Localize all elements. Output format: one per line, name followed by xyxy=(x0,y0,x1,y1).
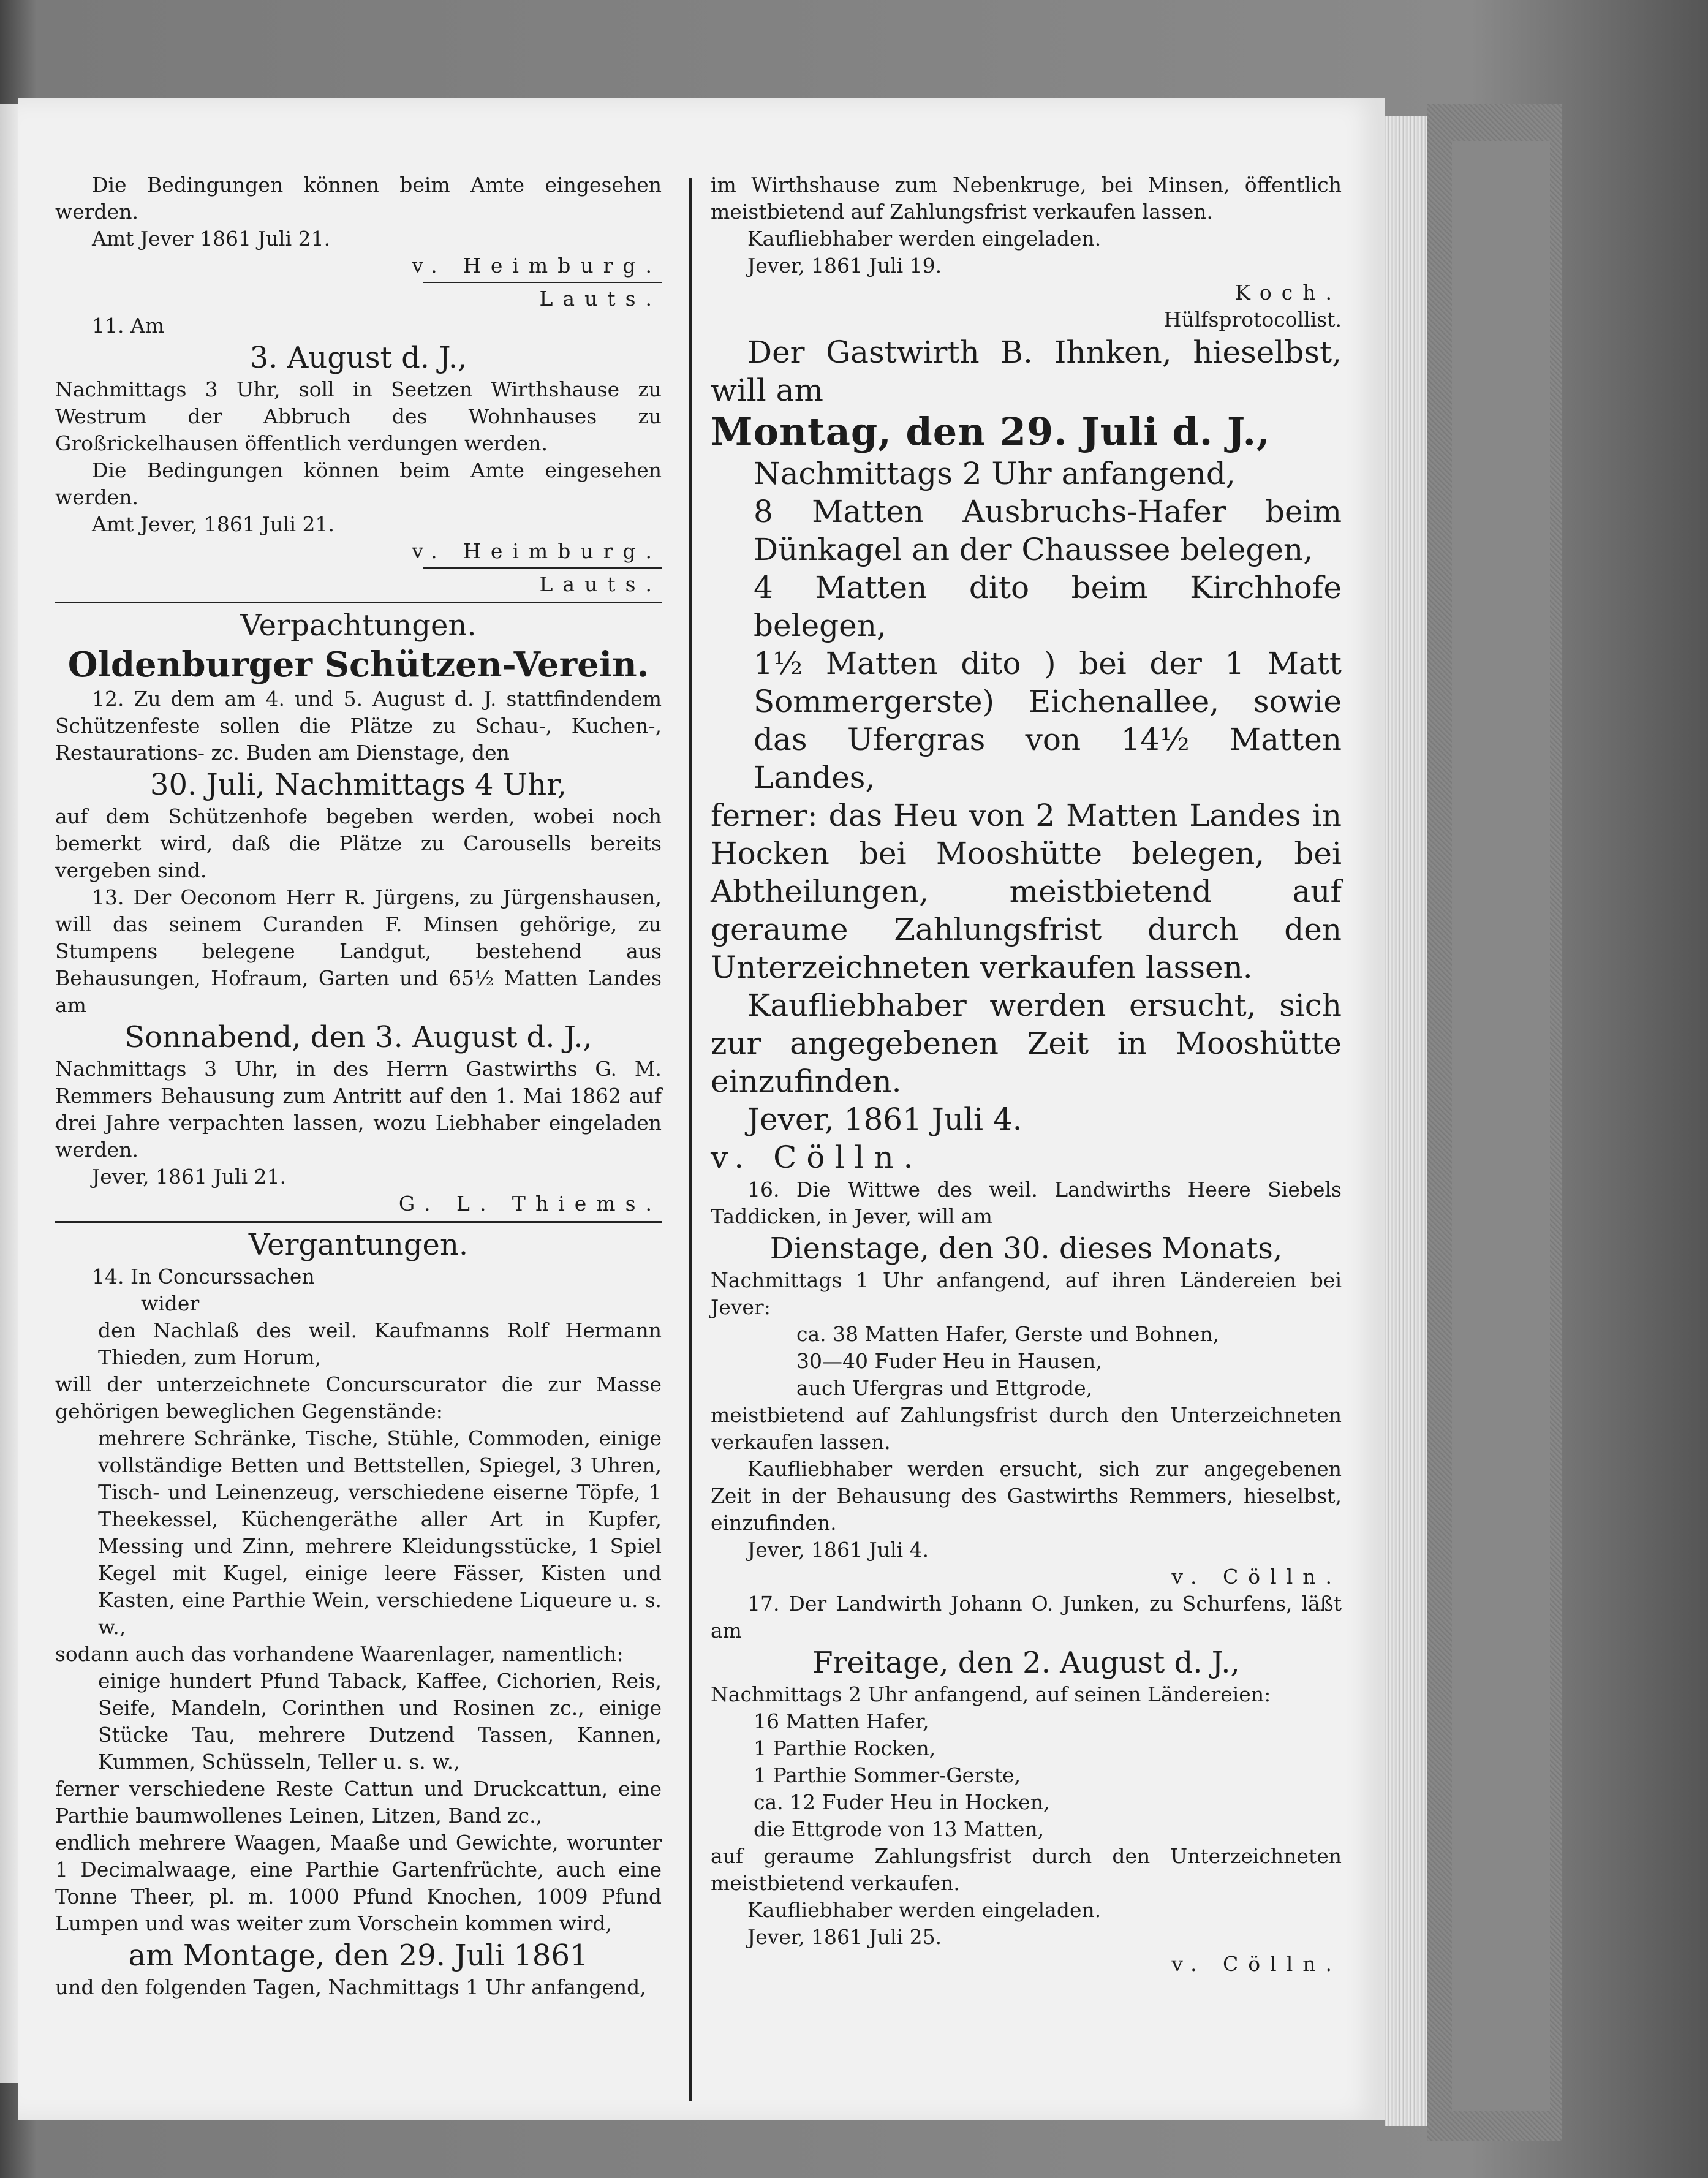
text-line: 4 Matten dito beim Kirchhofe belegen, xyxy=(754,570,1342,643)
text-line: ca. 12 Fuder Heu in Hocken, xyxy=(754,1790,1050,1814)
newspaper-page xyxy=(18,98,1385,2120)
text-line: 16. Die Wittwe des weil. Landwirths Heere Siebels Taddicken, in Jever, will am xyxy=(711,1178,1342,1228)
left-column xyxy=(55,172,662,2001)
text-line: ca. 38 Matten Hafer, Gerste und Bohnen, xyxy=(796,1322,1220,1346)
text-line: meistbietend auf Zahlungsfrist durch den Unterzeichneten verkaufen lassen. xyxy=(711,1403,1342,1454)
text-line: Jever, 1861 Juli 19. xyxy=(747,254,942,278)
text-line: v. Cölln. xyxy=(711,1140,923,1175)
heading: Sonnabend, den 3. August d. J., xyxy=(124,1020,592,1054)
rule-line xyxy=(423,282,662,283)
text-line: 30—40 Fuder Heu in Hausen, xyxy=(796,1349,1102,1373)
text-line: Die Bedingungen können beim Amte eingesehen werden. xyxy=(55,173,662,224)
text-line: sodann auch das vorhandene Waarenlager, namentlich: xyxy=(55,1642,624,1666)
text-line: will der unterzeichnete Concurscurator die zur Masse gehörigen beweglichen Gegenstände: xyxy=(55,1372,662,1423)
text-line: v. Cölln. xyxy=(1171,1952,1342,1976)
text-line: ferner verschiedene Reste Cattun und Druckcattun, eine Parthie baumwollenes Leinen, Litzen, Band zc., xyxy=(55,1777,662,1828)
text-line: v. Heimburg. xyxy=(412,539,662,563)
text-line: Lauts. xyxy=(539,287,662,311)
page-stack-edge xyxy=(1385,116,1427,2126)
book-cover-inner xyxy=(1452,141,1550,2111)
text-line: 16 Matten Hafer, xyxy=(754,1709,929,1733)
text-line: Koch. xyxy=(1235,281,1342,304)
heading: 3. August d. J., xyxy=(249,341,467,375)
text-line: 1 Parthie Rocken, xyxy=(754,1736,936,1760)
text-line: Nachmittags 3 Uhr, soll in Seetzen Wirthshause zu Westrum der Abbruch des Wohnhauses zu Großrickelhausen öffentlich verdungen werden. xyxy=(55,377,662,455)
text-line: auf dem Schützenhofe begeben werden, wobei noch bemerkt wird, daß die Plätze zu Carousells bereits vergeben sind. xyxy=(55,804,662,882)
text-line: Jever, 1861 Juli 25. xyxy=(747,1925,942,1949)
right-column xyxy=(711,172,1342,1978)
text-line: Jever, 1861 Juli 4. xyxy=(747,1538,929,1562)
text-line: Nachmittags 2 Uhr anfangend, auf seinen Ländereien: xyxy=(711,1682,1271,1706)
heading: Oldenburger Schützen-Verein. xyxy=(67,645,649,685)
text-line: Lauts. xyxy=(539,572,662,596)
text-line: Der Gastwirth B. Ihnken, hieselbst, will am xyxy=(711,335,1342,408)
text-line: Jever, 1861 Juli 4. xyxy=(747,1102,1022,1137)
text-line: auf geraume Zahlungsfrist durch den Unterzeichneten meistbietend verkaufen. xyxy=(711,1844,1342,1895)
text-line: die Ettgrode von 13 Matten, xyxy=(754,1817,1045,1841)
heading: 30. Juli, Nachmittags 4 Uhr, xyxy=(149,768,567,802)
text-line: Jever, 1861 Juli 21. xyxy=(92,1165,287,1189)
column-divider xyxy=(689,178,692,2101)
text-line: 1 Parthie Sommer-Gerste, xyxy=(754,1763,1021,1787)
text-line: Kaufliebhaber werden eingeladen. xyxy=(747,227,1102,251)
text-line: Nachmittags 3 Uhr, in des Herrn Gastwirths G. M. Remmers Behausung zum Antritt auf den 1. Mai 1862 auf drei Jahre verpachten lassen, wozu Liebhaber eingeladen werden. xyxy=(55,1057,662,1162)
text-line: Nachmittags 2 Uhr anfangend, xyxy=(754,456,1236,491)
text-line: den Nachlaß des weil. Kaufmanns Rolf Hermann Thieden, zum Horum, xyxy=(98,1318,662,1369)
text-line: 13. Der Oeconom Herr R. Jürgens, zu Jürgenshausen, will das seinem Curanden F. Minsen gehörige, zu Stumpens belegene Landgut, bestehend aus Behausungen, Hofraum, Garten und 65½ Matten Landes am xyxy=(55,885,662,1017)
text-line: Nachmittags 1 Uhr anfangend, auf ihren Ländereien bei Jever: xyxy=(711,1268,1342,1319)
text-line: einige hundert Pfund Taback, Kaffee, Cichorien, Reis, Seife, Mandeln, Corinthen und Rosinen zc., einige Stücke Tau, mehrere Dutzend Tassen, Kannen, Kummen, Schüsseln, Teller u. s. w., xyxy=(98,1669,662,1774)
heading: Dienstage, den 30. dieses Monats, xyxy=(769,1231,1283,1266)
text-line: Kaufliebhaber werden ersucht, sich zur angegebenen Zeit in der Behausung des Gastwirths Remmers, hieselbst, einzufinden. xyxy=(711,1457,1342,1535)
text-line: Kaufliebhaber werden eingeladen. xyxy=(747,1898,1102,1922)
heading: Vergantungen. xyxy=(248,1228,469,1262)
text-line: wider xyxy=(141,1291,200,1315)
heading: Freitage, den 2. August d. J., xyxy=(812,1646,1240,1680)
text-line: G. L. Thiems. xyxy=(398,1192,662,1216)
text-line: v. Heimburg. xyxy=(412,254,662,278)
text-line: mehrere Schränke, Tische, Stühle, Commoden, einige vollständige Betten und Bettstellen, Spiegel, 3 Uhren, Tisch- und Leinenzeug, verschiedene eiserne Töpfe, 1 Theekessel, Küchengeräthe aller Art in Kupfer, Messing und Zinn, mehrere Kleidungsstücke, 1 Spiel Kegel mit Kugel, einige leere Fässer, Kisten und Kasten, eine Parthie Wein, verschiedene Liqueure u. s. w., xyxy=(98,1426,662,1639)
text-line: 17. Der Landwirth Johann O. Junken, zu Schurfens, läßt am xyxy=(711,1592,1342,1643)
text-line: Kaufliebhaber werden ersucht, sich zur angegebenen Zeit in Mooshütte einzufinden. xyxy=(711,988,1342,1099)
text-line: und den folgenden Tagen, Nachmittags 1 Uhr anfangend, xyxy=(55,1975,646,1999)
text-line: 11. Am xyxy=(92,314,165,338)
rule-line xyxy=(423,567,662,569)
heading: am Montage, den 29. Juli 1861 xyxy=(128,1938,589,1973)
heading: Montag, den 29. Juli d. J., xyxy=(711,409,1271,454)
rule-line xyxy=(55,602,662,603)
text-line: v. Cölln. xyxy=(1171,1565,1342,1589)
text-line: 12. Zu dem am 4. und 5. August d. J. stattfindendem Schützenfeste sollen die Plätze zu Schau-, Kuchen-, Restaurations- zc. Buden am Dienstage, den xyxy=(55,687,662,765)
text-line: Amt Jever, 1861 Juli 21. xyxy=(92,512,334,536)
text-line: Die Bedingungen können beim Amte eingesehen werden. xyxy=(55,458,662,509)
text-line: im Wirthshause zum Nebenkruge, bei Minsen, öffentlich meistbietend auf Zahlungsfrist verkaufen lassen. xyxy=(711,173,1342,224)
text-line: auch Ufergras und Ettgrode, xyxy=(796,1376,1093,1400)
text-line: 14. In Concurssachen xyxy=(92,1265,315,1288)
heading: Verpachtungen. xyxy=(240,608,477,643)
rule-line xyxy=(55,1221,662,1223)
text-line: Amt Jever 1861 Juli 21. xyxy=(92,227,331,251)
text-line: 8 Matten Ausbruchs-Hafer beim Dünkagel an der Chaussee belegen, xyxy=(754,494,1342,567)
text-line: ferner: das Heu von 2 Matten Landes in Hocken bei Mooshütte belegen, bei Abtheilungen, meistbietend auf geraume Zahlungsfrist durch den Unterzeichneten verkaufen lassen. xyxy=(711,798,1342,985)
text-line: endlich mehrere Waagen, Maaße und Gewichte, worunter 1 Decimalwaage, eine Parthie Gartenfrüchte, auch eine Tonne Theer, pl. m. 1000 Pfund Knochen, 1009 Pfund Lumpen und was weiter zum Vorschein kommen wird, xyxy=(55,1831,662,1935)
text-line: 1½ Matten dito ) bei der 1 Matt Sommergerste) Eichenallee, sowie das Ufergras von 14½ Matten Landes, xyxy=(754,646,1342,795)
facing-page-edge xyxy=(0,104,18,2083)
text-line: Hülfsprotocollist. xyxy=(1163,308,1342,331)
